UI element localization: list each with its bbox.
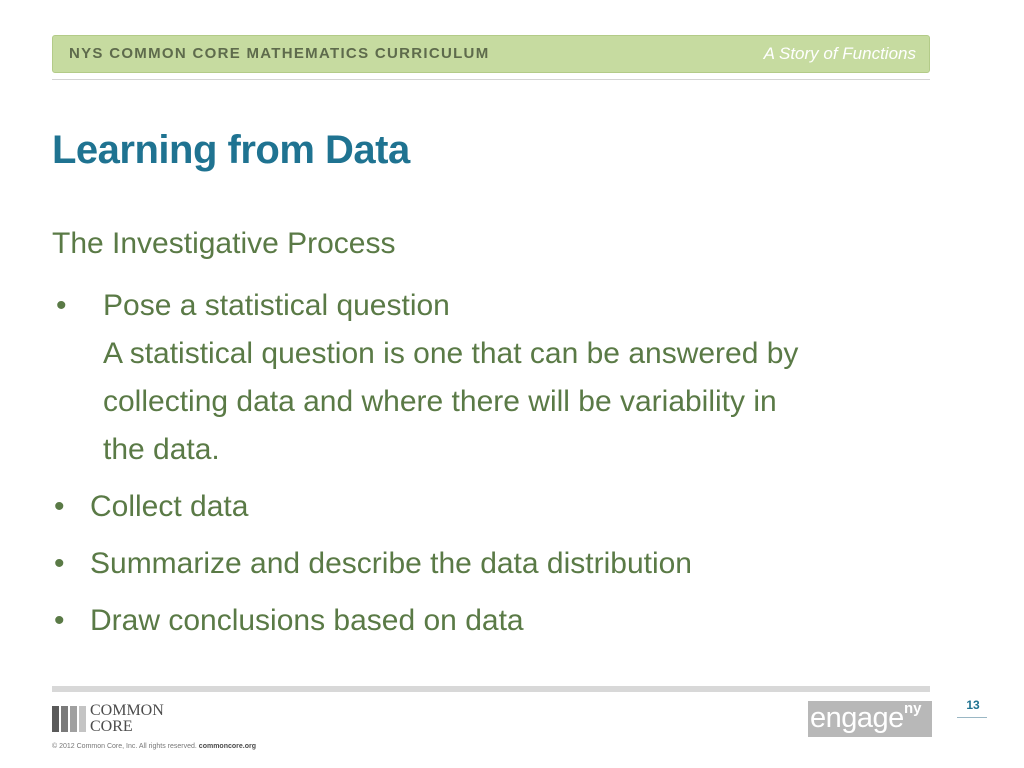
footer-divider (52, 686, 930, 692)
common-core-logo (52, 702, 182, 735)
bullet-icon: • (56, 289, 67, 322)
engage-ny-logo (808, 701, 932, 737)
module-label: A Story of Functions (763, 44, 916, 63)
bullet-subtext-line: A statistical question is one that can be answered by (103, 337, 799, 370)
bullet-icon: • (54, 604, 65, 637)
bullet-icon: • (54, 490, 65, 523)
bullet-icon: • (54, 547, 65, 580)
logo-line-1: COMMON (90, 702, 164, 719)
bullet-item-collect-data (52, 483, 952, 531)
page-number-underline (957, 717, 987, 718)
intro-text: The Investigative Process (52, 227, 396, 260)
header-divider (52, 79, 930, 80)
page-number: 13 (966, 698, 980, 712)
bullet-subtext-line: collecting data and where there will be variability in (103, 385, 777, 418)
bullet-text: Pose a statistical question (103, 289, 450, 322)
engage-logo-ny: ny (904, 700, 922, 717)
slide-content (52, 226, 952, 645)
curriculum-label: NYS COMMON CORE MATHEMATICS CURRICULUM (69, 45, 490, 62)
bullet-item-conclusions (52, 597, 952, 645)
engage-logo-text: engage (810, 702, 904, 734)
bullet-text: Collect data (90, 490, 249, 523)
copyright-text: © 2012 Common Core, Inc. All rights reserved. (52, 743, 197, 750)
bullet-item-summarize (52, 540, 952, 588)
bullet-item-pose-question (52, 282, 952, 474)
slide-title: Learning from Data (52, 128, 410, 172)
common-core-logo-text (90, 703, 164, 735)
bullet-text: Summarize and describe the data distribution (90, 547, 692, 580)
bullet-subtext-line: the data. (103, 433, 220, 466)
bullet-text: Draw conclusions based on data (90, 604, 524, 637)
copyright-notice (52, 743, 256, 750)
header-bar (52, 35, 930, 73)
copyright-site: commoncore.org (198, 743, 256, 750)
logo-line-2: CORE (90, 718, 133, 735)
